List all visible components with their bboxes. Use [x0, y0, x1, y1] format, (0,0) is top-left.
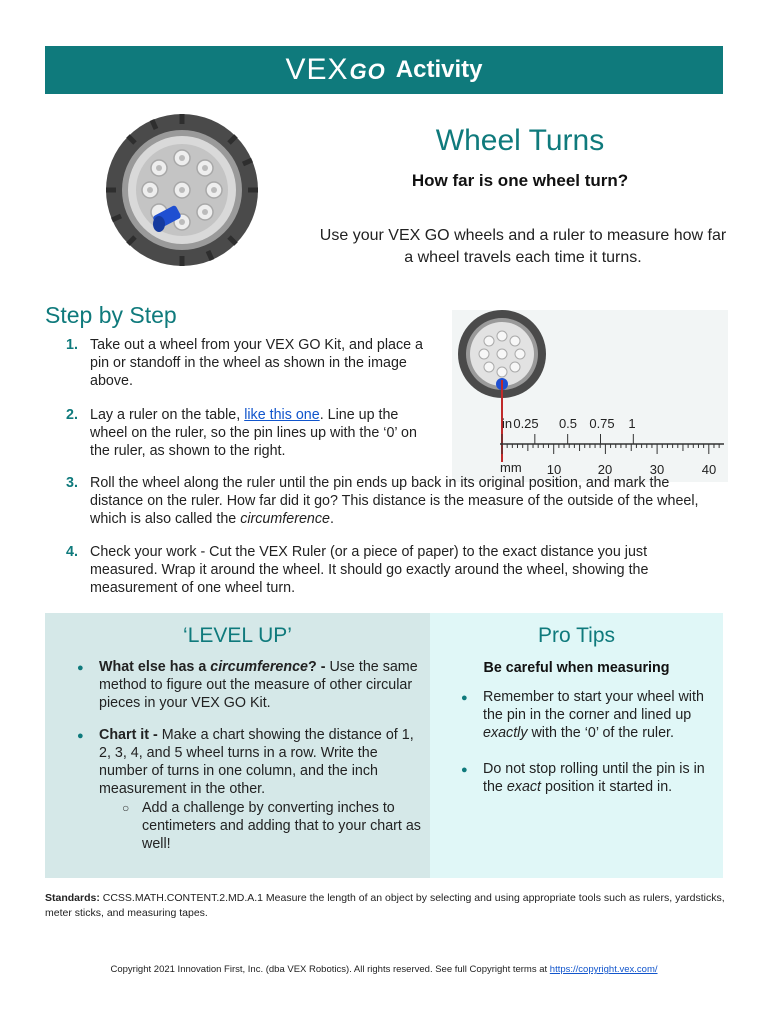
step-item: [66, 406, 436, 460]
list-item-text: Do not stop rolling until the pin is in the exact position it started in.: [483, 761, 705, 795]
pro-tips-subtitle: Be careful when measuring: [483, 660, 670, 676]
header-bar: [45, 46, 723, 94]
list-item: [461, 688, 721, 742]
ruler-link[interactable]: like this one: [244, 407, 320, 423]
step-by-step-heading: Step by Step: [45, 302, 177, 328]
bullet-icon: ●: [461, 692, 468, 704]
ruler-top-label: 0.5: [558, 416, 578, 431]
step-text: Roll the wheel along the ruler until the pin ends up back in its original position, and mark the distance on the ruler. How far did it go? This distance is the measure of the outside of the wheel, which is also called the circumference.: [90, 475, 699, 527]
sub-list-item: [122, 799, 422, 853]
page-title: Wheel Turns: [435, 124, 605, 157]
step-text: Take out a wheel from your VEX GO Kit, and place a pin or standoff in the wheel as shown in the image above.: [90, 337, 423, 389]
copyright-footer: Copyright 2021 Innovation First, Inc. (dba VEX Robotics). All rights reserved. See full Copyright terms at https://copyright.vex.com/: [110, 964, 658, 975]
standards-label: Standards:: [45, 892, 100, 904]
list-item: [77, 658, 422, 712]
ruler-bottom-unit: mm: [500, 460, 522, 475]
standards-note: [45, 891, 725, 921]
ruler-top-label: 0.25: [513, 416, 539, 431]
level-up-title: ‘LEVEL UP’: [183, 624, 292, 647]
list-item: [461, 760, 721, 796]
list-item-text: Chart it - Make a chart showing the distance of 1, 2, 3, 4, and 5 wheel turns in a row. Write the number of turns in one column, and the inch measurement in the other.: [99, 727, 414, 797]
step-item: [66, 336, 436, 390]
step-item: [66, 474, 726, 528]
step-text: Lay a ruler on the table, like this one. Line up the wheel on the ruler, so the pin lines up with the ‘0’ on the ruler, as shown to the right.: [90, 407, 417, 459]
ruler-top-label: 0.75: [589, 416, 615, 431]
step-number: 4.: [66, 544, 78, 560]
step-number: 3.: [66, 475, 78, 491]
sub-bullet-icon: ○: [122, 801, 130, 815]
brand-logo: VEXGO: [285, 53, 386, 86]
bullet-icon: ●: [77, 662, 84, 674]
intro-text: Use your VEX GO wheels and a ruler to measure how far a wheel travels each time it turns.: [319, 227, 727, 266]
ruler-bottom-label: 10: [546, 462, 562, 477]
wheel-ruler-diagram: [452, 310, 728, 482]
ruler-bottom-label: 30: [649, 462, 665, 477]
level-up-box: [45, 613, 430, 878]
copyright-link[interactable]: https://copyright.vex.com/: [549, 964, 658, 975]
page-subtitle: How far is one wheel turn?: [411, 171, 629, 190]
list-item-text: What else has a circumference? - Use the same method to figure out the measure of other circular pieces in your VEX GO Kit.: [99, 659, 418, 711]
step-number: 1.: [66, 337, 78, 353]
pro-tips-box: [430, 613, 723, 878]
list-item-text: Remember to start your wheel with the pin in the corner and lined up exactly with the ‘0’ of the ruler.: [483, 689, 704, 741]
step-number: 2.: [66, 407, 78, 423]
header-activity-label: Activity: [395, 56, 483, 83]
ruler-bottom-label: 40: [701, 462, 717, 477]
ruler-bottom-label: 20: [597, 462, 613, 477]
step-text: Check your work - Cut the VEX Ruler (or a piece of paper) to the exact distance you just measured. Wrap it around the wheel. It should go exactly around the wheel, showing the measurement of one wheel turn.: [90, 544, 649, 596]
bullet-icon: ●: [461, 764, 468, 776]
standards-text: CCSS.MATH.CONTENT.2.MD.A.1 Measure the length of an object by selecting and using appropriate tools such as rulers, yardsticks, meter sticks, and measuring tapes.: [45, 892, 725, 919]
sub-list-item-text: Add a challenge by converting inches to centimeters and adding that to your chart as well!: [142, 800, 421, 852]
ruler-top-unit: in: [502, 416, 513, 431]
step-item: [66, 543, 686, 597]
bullet-icon: ●: [77, 730, 84, 742]
pro-tips-title: Pro Tips: [537, 624, 616, 647]
ruler-top-label: 1: [628, 416, 636, 431]
list-item: [77, 726, 422, 798]
wheel-illustration: [104, 112, 260, 268]
